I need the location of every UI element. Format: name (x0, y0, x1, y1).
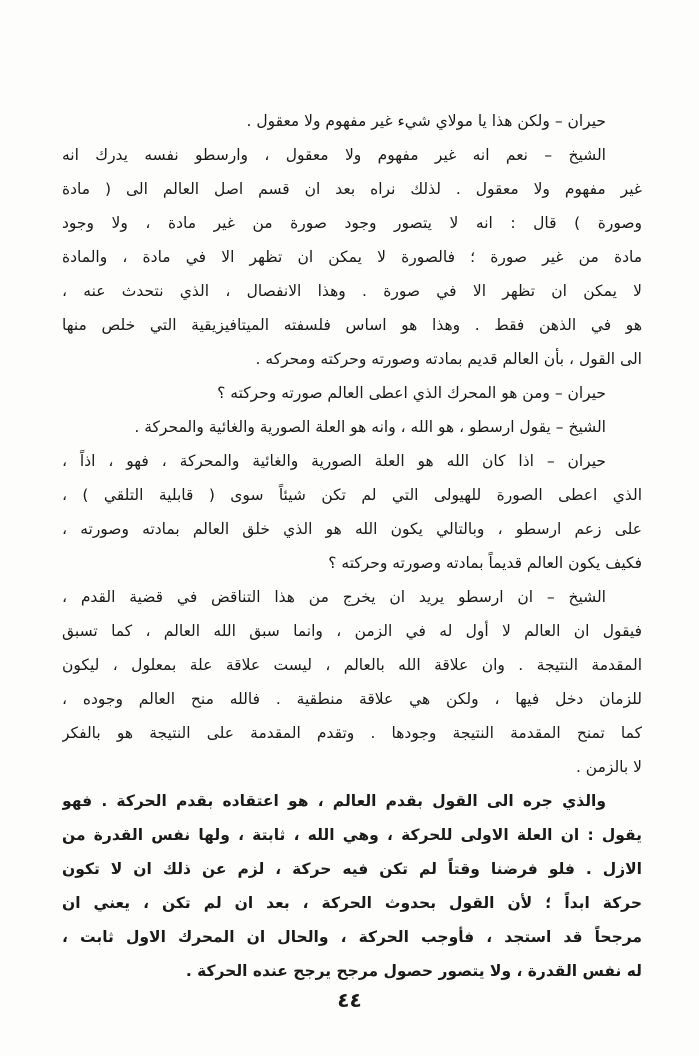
page-number: ٤٤ (337, 988, 362, 1012)
text-line: يقول : ان العلة الاولى للحركة ، وهي الله ، ثابتة ، ولها نفس القدرة من (62, 826, 642, 844)
text-line: غير مفهوم ولا معقول . لذلك نراه بعد ان قسم اصل العالم الى ( مادة (62, 180, 642, 198)
text-line: حركة ابداً ؛ لأن القول بحدوث الحركة ، بعد ان لم تكن ، يعني ان (62, 894, 642, 912)
text-line: هو في الذهن فقط . وهذا هو اساس فلسفته الميتافيزيقية التي خلص منها (62, 316, 642, 334)
body-text (62, 104, 642, 988)
text-line: الشيخ – نعم انه غير مفهوم ولا معقول ، وارسطو نفسه يدرك انه (62, 146, 606, 164)
text-line: للزمان دخل فيها ، ولكن هي علاقة منطقية . فالله منح العالم وجوده ، (62, 690, 642, 708)
text-line: حيران – اذا كان الله هو العلة الصورية والغائية والمحركة ، فهو ، اذاً ، (62, 452, 606, 470)
text-line: كما تمنح المقدمة النتيجة وجودها . وتقدم المقدمة على النتيجة هو بالفكر (62, 724, 642, 742)
text-line: على زعم ارسطو ، وبالتالي يكون الله هو الذي خلق العالم بمادته وصورته ، (62, 520, 642, 538)
text-line: والذي جره الى القول بقدم العالم ، هو اعتقاده بقدم الحركة . فهو (62, 792, 606, 810)
text-line: الذي اعطى الصورة للهيولى التي لم تكن شيئاً سوى ( قابلية التلقي ) ، (62, 486, 642, 504)
text-line: مرجحاً قد استجد ، فأوجب الحركة ، والحال ان المحرك الاول ثابت ، (62, 928, 642, 946)
text-line: له نفس القدرة ، ولا يتصور حصول مرجح يرجح عنده الحركة . (185, 962, 642, 980)
text-line: مادة من غير صورة ؛ فالصورة لا يمكن ان تظهر الا في مادة ، والمادة (62, 248, 642, 266)
text-line: حيران – ومن هو المحرك الذي اعطى العالم صورته وحركته ؟ (217, 384, 606, 402)
text-line: وصورة ) قال : انه لا يتصور وجود صورة من غير مادة ، ولا وجود (62, 214, 642, 232)
text-line: الازل . فلو فرضنا وقتاً لم تكن فيه حركة ، لزم عن ذلك ان لا تكون (62, 860, 642, 878)
text-line: لا يمكن ان تظهر الا في صورة . وهذا الانفصال ، الذي نتحدث عنه ، (62, 282, 642, 300)
text-line: لا بالزمن . (575, 758, 642, 776)
text-line: الشيخ – ان ارسطو يريد ان يخرج من هذا التناقض في قضية القدم ، (62, 588, 606, 606)
text-line: فكيف يكون العالم قديماً بمادته وصورته وحركته ؟ (328, 554, 642, 572)
text-line: الى القول ، بأن العالم قديم بمادته وصورته وحركته ومحركه . (255, 350, 642, 368)
text-line: حيران – ولكن هذا يا مولاي شيء غير مفهوم ولا معقول . (246, 112, 606, 130)
text-line: الشيخ – يقول ارسطو ، هو الله ، وانه هو العلة الصورية والغائية والمحركة . (134, 418, 606, 436)
text-line: فيقول ان العالم لا أول له في الزمن ، وانما سبق الله العالم ، كما تسبق (62, 622, 642, 640)
text-line: المقدمة النتيجة . وان علاقة الله بالعالم ، ليست علاقة علة بمعلول ، ليكون (62, 656, 642, 674)
